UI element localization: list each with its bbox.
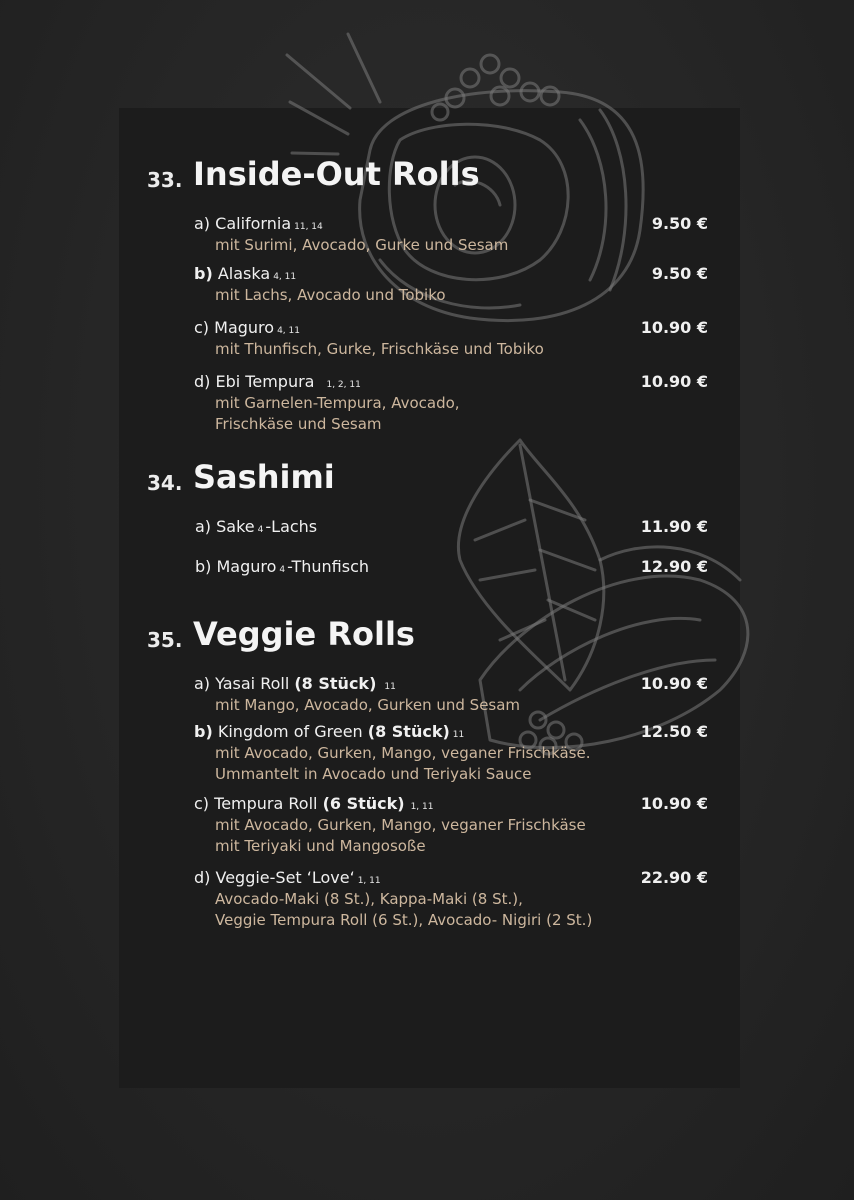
item-price: 10.90 € [640, 674, 708, 693]
section-title-veggie-rolls: Veggie Rolls [193, 615, 415, 653]
item-name: Maguro [216, 557, 277, 576]
section-number: 35. [147, 628, 183, 652]
item-description: mit Lachs, Avocado und Tobiko [215, 286, 446, 304]
menu-item-yasai-roll [194, 673, 520, 716]
item-letter: a) [194, 214, 211, 233]
item-name: Yasai Roll [215, 674, 290, 693]
item-name: Maguro [214, 318, 275, 337]
item-description: mit Surimi, Avocado, Gurke und Sesam [215, 236, 509, 254]
item-count: (8 Stück) [294, 674, 377, 693]
item-description: mit Mango, Avocado, Gurken und Sesam [215, 696, 521, 714]
item-allergens: 4 [257, 525, 264, 535]
item-suffix: -Lachs [265, 517, 318, 536]
item-letter: a) [194, 674, 211, 693]
item-suffix: -Thunfisch [287, 557, 370, 576]
item-letter: c) [194, 318, 210, 337]
item-description-line2: Veggie Tempura Roll (6 St.), Avocado- Nigiri (2 St.) [215, 911, 593, 929]
item-count: (8 Stück) [367, 722, 450, 741]
item-description: mit Garnelen-Tempura, Avocado, [215, 394, 460, 412]
menu-item-kingdom-of-green [194, 721, 591, 785]
item-letter: b) [195, 557, 212, 576]
item-name: Veggie-Set ‘Love‘ [215, 868, 355, 887]
item-allergens: 11 [452, 730, 465, 740]
item-name: Sake [216, 517, 255, 536]
item-allergens: 11, 14 [294, 222, 323, 232]
item-description-line2: mit Teriyaki und Mangosoße [215, 837, 426, 855]
menu-item-california [194, 213, 508, 256]
item-letter: b) [194, 264, 213, 283]
item-name: Tempura Roll [214, 794, 318, 813]
item-price: 12.90 € [640, 557, 708, 576]
menu-item-sake [195, 516, 317, 538]
item-price: 10.90 € [640, 794, 708, 813]
item-price: 9.50 € [651, 214, 708, 233]
item-description: mit Avocado, Gurken, Mango, veganer Frischkäse [215, 816, 586, 834]
item-price: 9.50 € [651, 264, 708, 283]
item-price: 22.90 € [640, 868, 708, 887]
item-name: Kingdom of Green [217, 722, 363, 741]
item-description: mit Avocado, Gurken, Mango, veganer Frischkäse. [215, 744, 591, 762]
item-letter: d) [194, 372, 211, 391]
item-allergens: 4, 11 [273, 272, 297, 282]
item-price: 12.50 € [640, 722, 708, 741]
item-allergens: 1, 11 [357, 876, 381, 886]
item-description-line2: Ummantelt in Avocado und Teriyaki Sauce [215, 765, 532, 783]
menu-item-maguro-sashimi [195, 556, 369, 578]
item-count: (6 Stück) [322, 794, 405, 813]
section-number: 34. [147, 471, 183, 495]
item-price: 11.90 € [640, 517, 708, 536]
menu-item-ebi-tempura [194, 371, 460, 435]
item-allergens: 1, 2, 11 [326, 380, 361, 390]
menu-item-tempura-roll [194, 793, 586, 857]
item-allergens: 4, 11 [277, 326, 300, 336]
menu-item-alaska [194, 263, 446, 306]
item-name: Ebi Tempura [215, 372, 315, 391]
item-name: California [215, 214, 292, 233]
section-number: 33. [147, 168, 183, 192]
section-title-inside-out-rolls: Inside-Out Rolls [193, 155, 480, 193]
item-letter: b) [194, 722, 213, 741]
menu-item-veggie-set-love [194, 867, 592, 931]
item-price: 10.90 € [640, 318, 708, 337]
item-allergens: 1, 11 [410, 802, 434, 812]
item-allergens: 11 [384, 682, 396, 692]
item-allergens: 4 [279, 565, 286, 575]
item-letter: a) [195, 517, 212, 536]
item-letter: c) [194, 794, 210, 813]
item-description-line2: Frischkäse und Sesam [215, 415, 382, 433]
menu-item-maguro-roll [194, 317, 544, 360]
item-name: Alaska [217, 264, 271, 283]
item-description: Avocado-Maki (8 St.), Kappa-Maki (8 St.), [215, 890, 523, 908]
item-price: 10.90 € [640, 372, 708, 391]
item-letter: d) [194, 868, 211, 887]
section-title-sashimi: Sashimi [193, 458, 335, 496]
item-description: mit Thunfisch, Gurke, Frischkäse und Tobiko [215, 340, 544, 358]
